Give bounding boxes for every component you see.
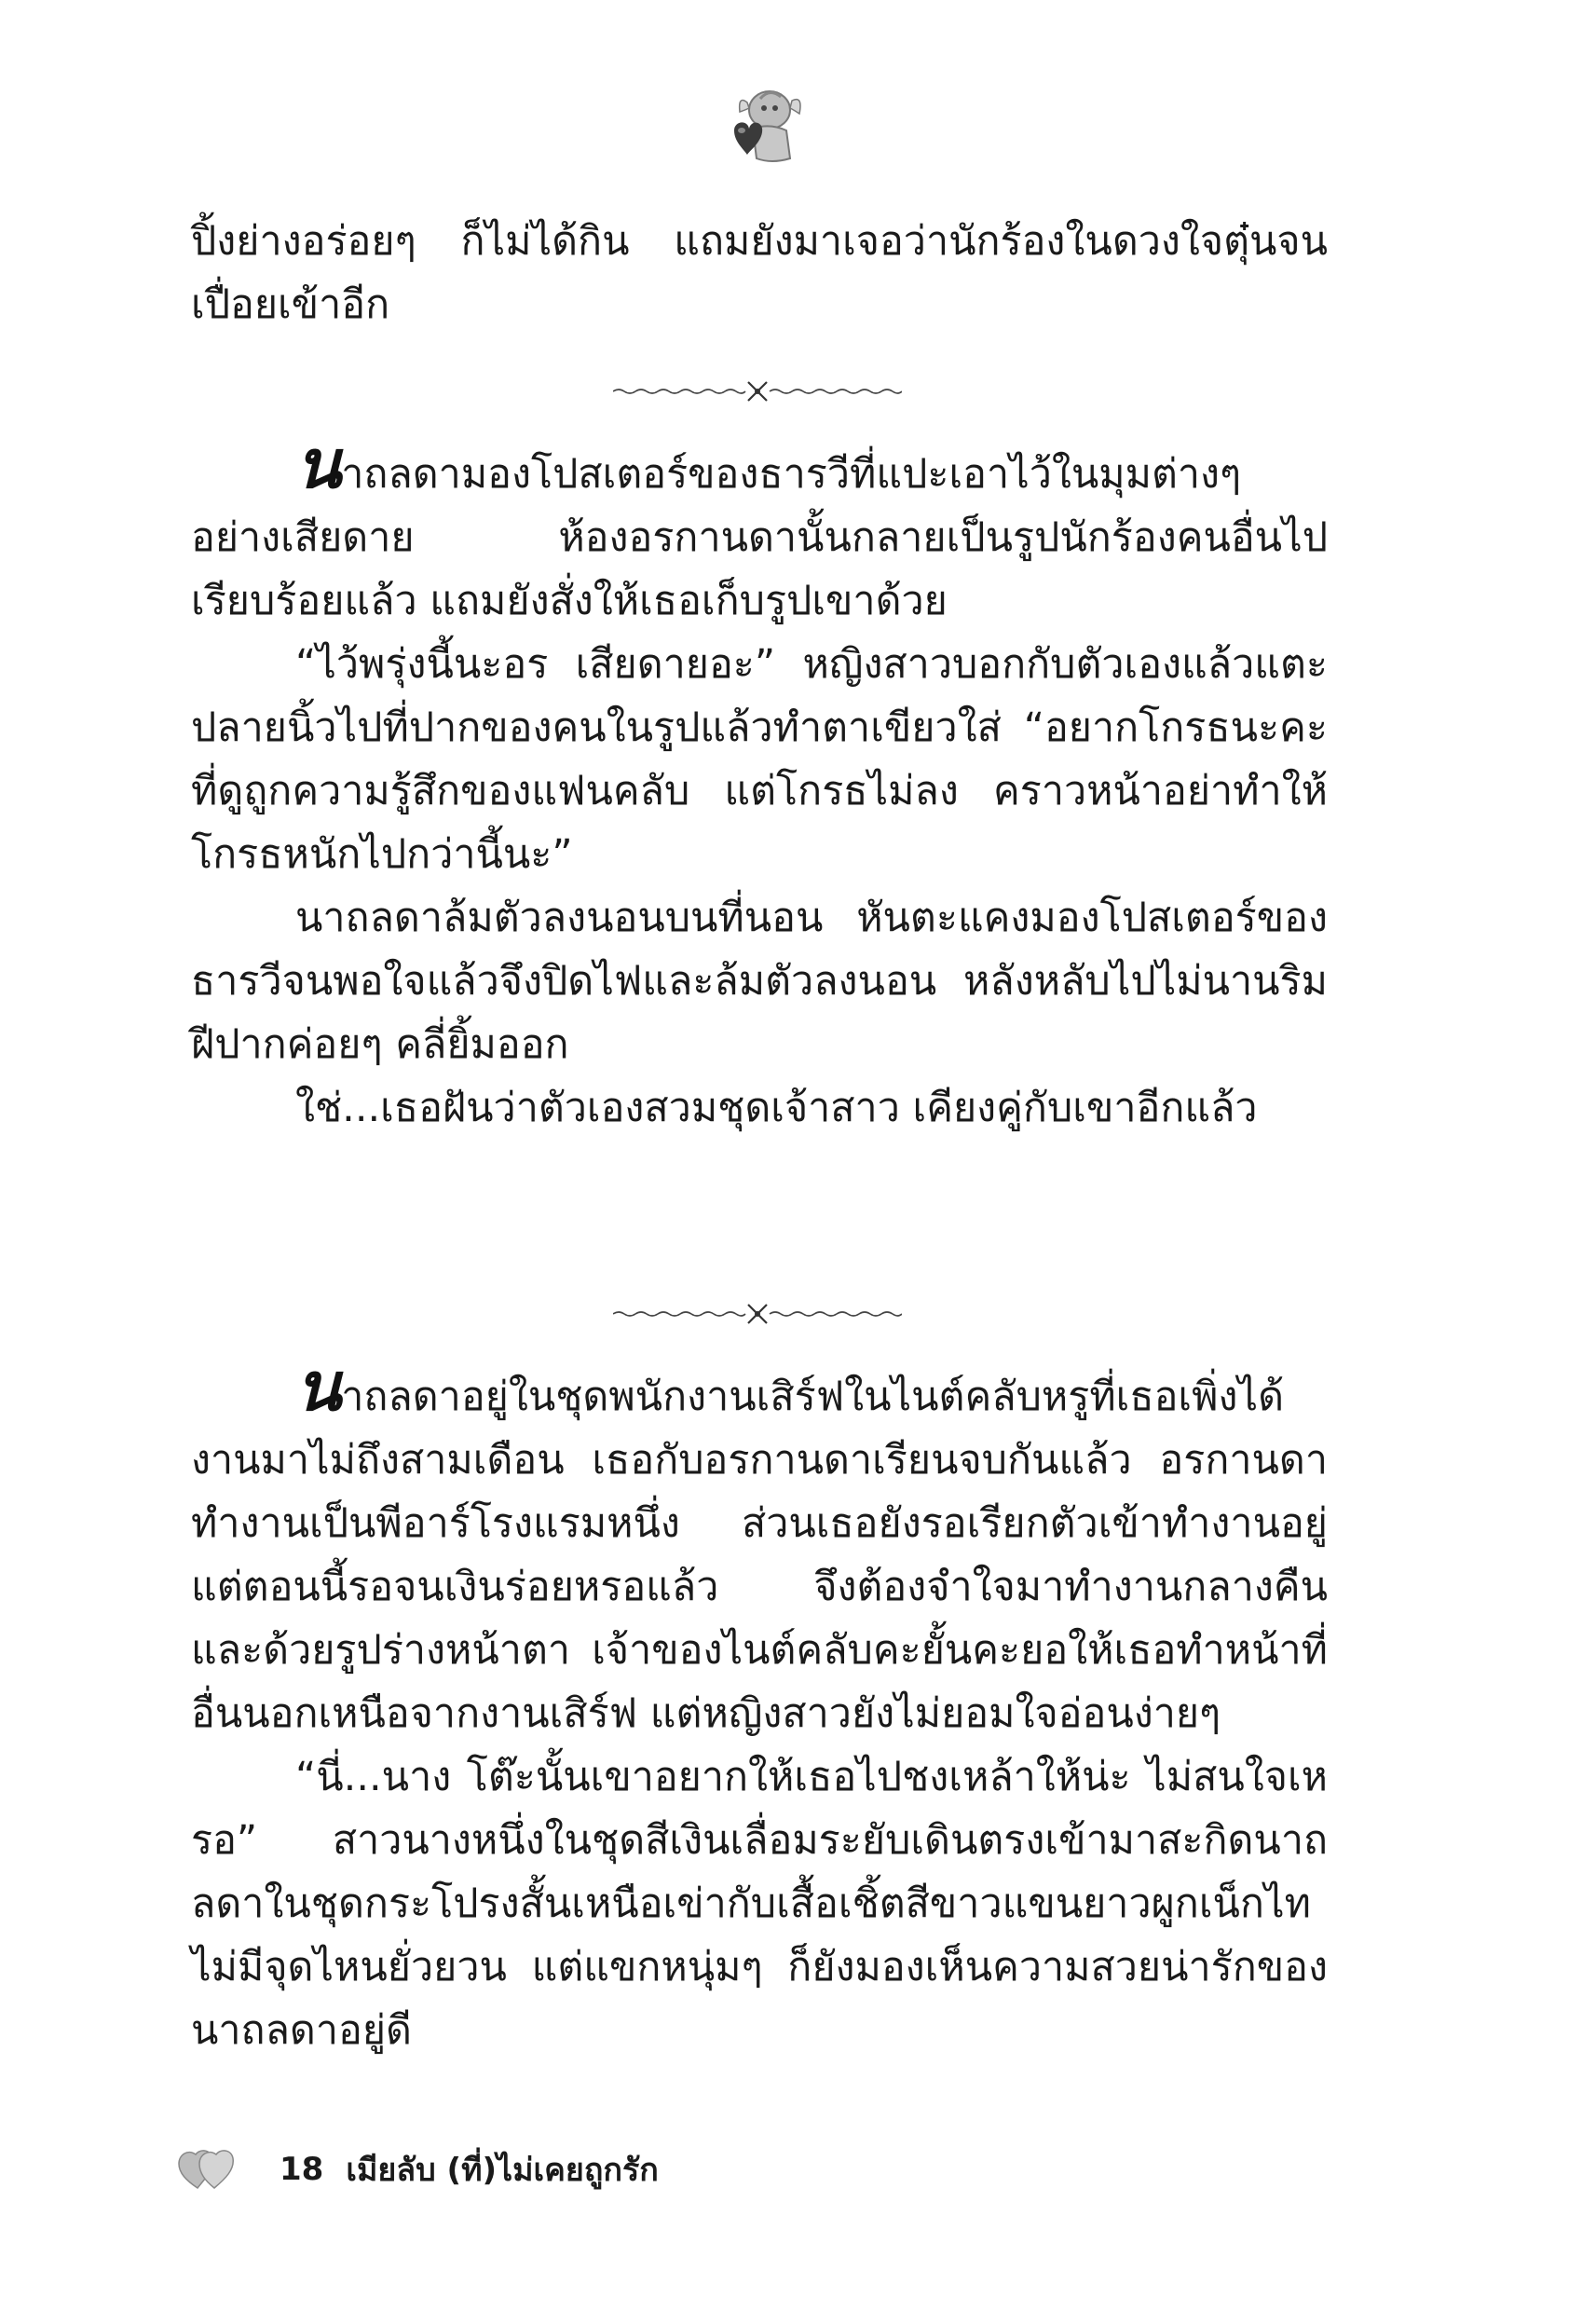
section-1-paragraph-2: “ไว้พรุ่งนี้นะอร เสียดายอะ” หญิงสาวบอกกับตัวเองแล้วแตะปลายนิ้วไปที่ปากของคนในรูปแล้วทำตาเขียวใส่ “อยากโกรธนะคะ ที่ดูถูกความรู้สึกของแฟนคลับ แต่โกรธไม่ลง คราวหน้าอย่าทำให้โกรธหนักไปกว่านี้นะ” xyxy=(191,641,1328,878)
book-title: เมียลับ (ที่)ไม่เคยถูกรัก xyxy=(346,2152,659,2189)
cherub-holding-heart-icon xyxy=(719,82,805,168)
section-divider-ornament xyxy=(613,373,902,410)
page-footer xyxy=(177,2141,659,2197)
section-2 xyxy=(191,1347,1328,2062)
paragraph-text: าถลดาอยู่ในชุดพนักงานเสิร์ฟในไนต์คลับหรูที่เธอเพิ่งได้งานมาไม่ถึงสามเดือน เธอกับอรกานดาเรียนจบกันแล้ว อรกานดาทำงานเป็นพีอาร์โรงแรมหนึ่ง ส่วนเธอยังรอเรียกตัวเข้าทำงานอยู่ แต่ตอนนี้รอจนเงินร่อยหรอแล้ว จึงต้องจำใจมาทำงานกลางคืน และด้วยรูปร่างหน้าตา เจ้าของไนต์คลับคะยั้นคะยอให้เธอทำหน้าที่อื่นนอกเหนือจากงานเสิร์ฟ แต่หญิงสาวยังไม่ยอมใจอ่อนง่ายๆ xyxy=(191,1374,1328,1737)
intro-block xyxy=(191,210,1328,336)
intro-paragraph: ปิ้งย่างอร่อยๆ ก็ไม่ได้กิน แถมยังมาเจอว่านักร้องในดวงใจตุ๋นจนเปื่อยเข้าอีก xyxy=(191,218,1328,328)
paragraph-text: าถลดามองโปสเตอร์ของธารวีที่แปะเอาไว้ในมุมต่างๆ อย่างเสียดาย ห้องอรกานดานั้นกลายเป็นรูปนักร้องคนอื่นไปเรียบร้อยแล้ว แถมยังสั่งให้เธอเก็บรูปเขาด้วย xyxy=(191,451,1328,624)
dropcap-letter: น xyxy=(295,424,342,503)
section-1 xyxy=(191,424,1328,1140)
heart-icon xyxy=(177,2147,235,2192)
section-1-paragraph-4: ใช่...เธอฝันว่าตัวเองสวมชุดเจ้าสาว เคียงคู่กับเขาอีกแล้ว xyxy=(295,1085,1258,1131)
page-number: 18 xyxy=(280,2151,324,2188)
section-1-paragraph-3: นาถลดาล้มตัวลงนอนบนที่นอน หันตะแคงมองโปสเตอร์ของธารวีจนพอใจแล้วจึงปิดไฟและล้มตัวลงนอน หลังหลับไปไม่นานริมฝีปากค่อยๆ คลี่ยิ้มออก xyxy=(191,895,1328,1068)
dropcap-letter: น xyxy=(295,1347,342,1426)
section-2-paragraph-2: “นี่...นาง โต๊ะนั้นเขาอยากให้เธอไปชงเหล้าให้น่ะ ไม่สนใจเหรอ” สาวนางหนึ่งในชุดสีเงินเลื่อมระยับเดินตรงเข้ามาสะกิดนาถลดาในชุดกระโปรงสั้นเหนือเข่ากับเสื้อเชิ้ตสีขาวแขนยาวผูกเน็กไท ไม่มีจุดไหนยั่วยวน แต่แขกหนุ่มๆ ก็ยังมองเห็นความสวยน่ารักของนาถลดาอยู่ดี xyxy=(191,1754,1328,2054)
section-1-paragraph-1 xyxy=(191,424,1328,633)
section-divider-ornament xyxy=(613,1295,902,1333)
section-2-paragraph-1 xyxy=(191,1347,1328,1745)
